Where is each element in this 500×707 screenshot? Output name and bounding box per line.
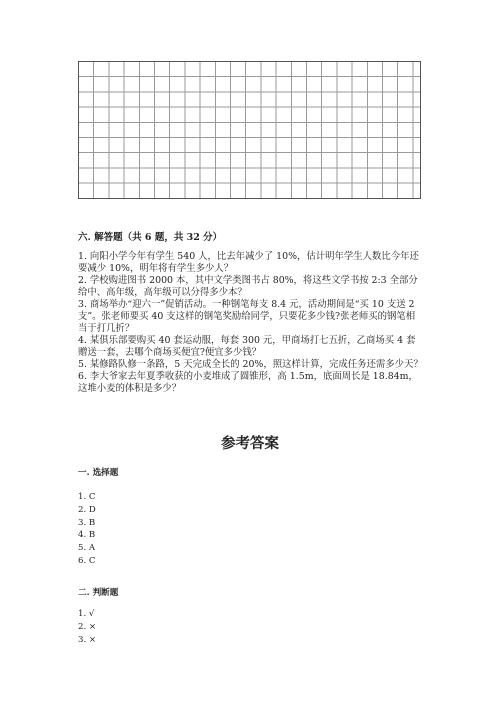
answer-item: 5. A	[78, 543, 96, 554]
section-6-title: 六. 解答题（共 6 题，共 32 分）	[78, 232, 223, 243]
answer-section-2-title: 二. 判断题	[78, 588, 119, 598]
answer-section-2-list	[78, 608, 96, 646]
answer-item: 1. C	[78, 492, 96, 502]
answer-section-1-title: 一. 选择题	[78, 468, 119, 478]
answer-item: 3. ×	[78, 634, 97, 645]
answer-item: 4. B	[78, 530, 96, 541]
answer-item: 1. √	[78, 609, 95, 619]
question-2: 2. 学校购进图书 2000 本，其中文学类图书占 80%，将这些文学书按 2:3 全部分给中、高年级，高年级可以分得多少本？	[78, 275, 418, 298]
answer-item: 6. C	[78, 555, 96, 566]
answer-item: 2. ×	[78, 621, 97, 632]
question-6: 6. 李大爷家去年夏季收获的小麦堆成了圆锥形，高 1.5m，底面周长是 18.84m，这堆小麦的体积是多少？	[78, 371, 418, 394]
answer-item: 2. D	[78, 504, 96, 515]
question-5: 5. 某修路队修一条路，5 天完成全长的 20%，照这样计算，完成任务还需多少天？	[78, 359, 423, 370]
question-3: 3. 商场举办“迎六一”促销活动。一种钢笔每支 8.4 元，活动期间是“买 10 支送 2 支”。张老师要买 40 支这样的钢笔奖励给同学，只要花多少钱?张老师买的钢笔相当于打几折？	[78, 299, 416, 334]
answer-key-title: 参考答案	[221, 435, 279, 452]
answer-section-1-list	[78, 491, 96, 568]
writing-grid	[78, 61, 421, 199]
question-4: 4. 某俱乐部要购买 40 套运动服，每套 300 元，甲商场打七五折，乙商场买 4 套赠送一套，去哪个商场买便宜?便宜多少钱？	[78, 335, 416, 358]
answer-item: 3. B	[78, 517, 96, 528]
question-list	[78, 251, 424, 395]
question-1: 1. 向阳小学今年有学生 540 人，比去年减少了 10%，估计明年学生人数比今年还要减少 10%，明年将有学生多少人？	[78, 251, 419, 274]
